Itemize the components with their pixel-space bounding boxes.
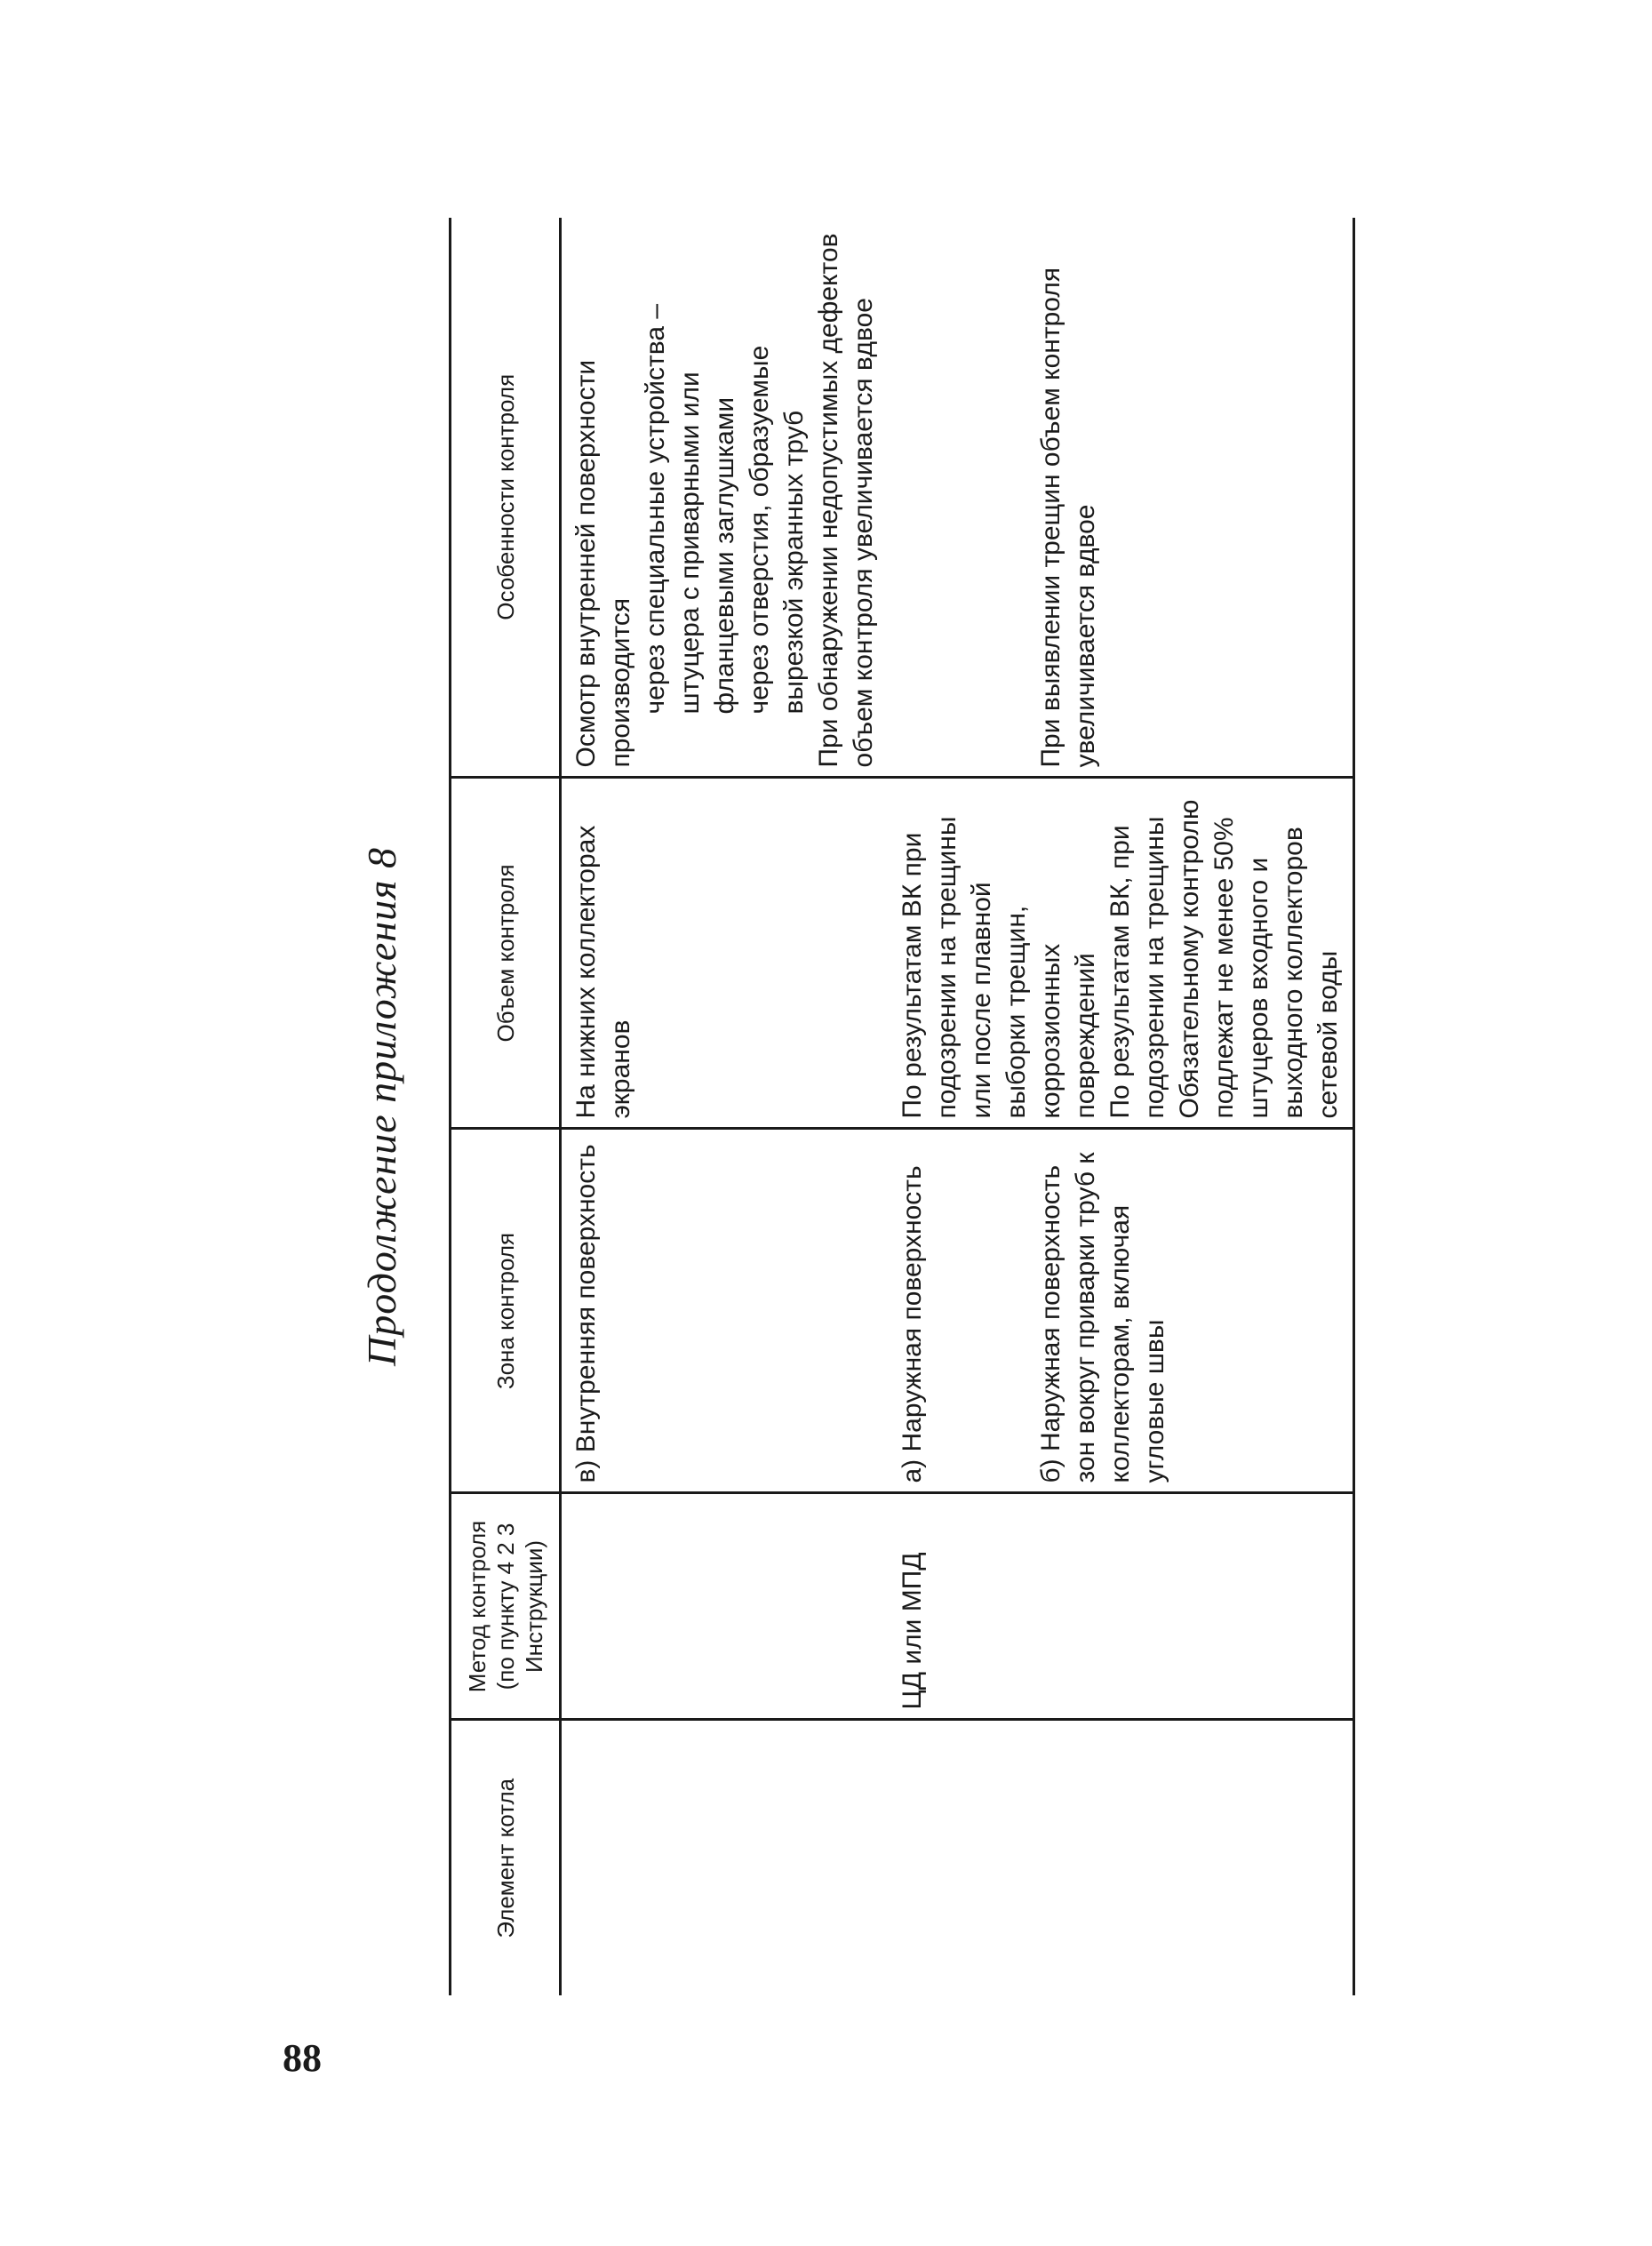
cell-features bbox=[561, 218, 889, 778]
cell-volume: На нижних коллекторах экранов bbox=[561, 778, 889, 1129]
features-spacer bbox=[999, 227, 1033, 768]
rotated-page-content bbox=[338, 218, 1422, 1995]
header-zone: Зона контроля bbox=[451, 1129, 561, 1493]
table-row bbox=[888, 218, 1354, 1995]
cell-features bbox=[888, 218, 1354, 778]
page-title: Продолжение приложения 8 bbox=[359, 847, 404, 1366]
control-table bbox=[449, 218, 1355, 1995]
volume-b1: По результатам ВК, при подозрении на трещины bbox=[1105, 816, 1169, 1119]
zone-spacer bbox=[930, 1139, 964, 1483]
header-method: Метод контроля (по пункту 4 2 3 Инструкции) bbox=[451, 1493, 561, 1720]
zone-spacer bbox=[999, 1139, 1033, 1483]
zone-a: а) Наружная поверхность bbox=[898, 1165, 927, 1483]
page-number: 88 bbox=[283, 2036, 322, 2080]
header-features: Особенности контроля bbox=[451, 218, 561, 778]
features-item-1: через специальные устройства – штуцера с приварными или фланцевыми заглушками bbox=[641, 303, 739, 715]
header-element: Элемент котла bbox=[451, 1720, 561, 1995]
features-spacer bbox=[930, 227, 964, 768]
volume-b2: Обязательному контролю подлежат не менее 50% штуцеров входного и выходного коллекторов сетевой воды bbox=[1175, 799, 1343, 1119]
features-spacer bbox=[964, 227, 999, 768]
zone-b: б) Наружная поверхность зон вокруг приварки труб к коллекторам, включая угловые швы bbox=[1036, 1152, 1169, 1483]
cell-element bbox=[561, 1720, 889, 1995]
features-note: При обнаружении недопустимых дефектов объем контроля увеличивается вдвое bbox=[814, 233, 878, 768]
cell-element bbox=[888, 1720, 1354, 1995]
header-volume: Объем контроля bbox=[451, 778, 561, 1129]
cell-zone: в) Внутренняя поверхность bbox=[561, 1129, 889, 1493]
zone-spacer bbox=[964, 1139, 999, 1483]
table-header-row bbox=[451, 218, 561, 1995]
cell-method: ЦД или МПД bbox=[888, 1493, 1354, 1720]
cell-zone bbox=[888, 1129, 1354, 1493]
volume-a: По результатам ВК при подозрении на трещины или после плавной выборки трещин, коррозионных повреждений bbox=[898, 816, 1100, 1119]
features-text: При выявлении трещин объем контроля увеличивается вдвое bbox=[1036, 267, 1100, 768]
features-intro: Осмотр внутренней поверхности производится bbox=[571, 359, 635, 768]
features-spacer bbox=[895, 227, 930, 768]
features-item-2: через отверстия, образуемые вырезкой экранных труб bbox=[745, 345, 809, 715]
cell-method bbox=[561, 1493, 889, 1720]
cell-volume bbox=[888, 778, 1354, 1129]
table-row bbox=[561, 218, 889, 1995]
